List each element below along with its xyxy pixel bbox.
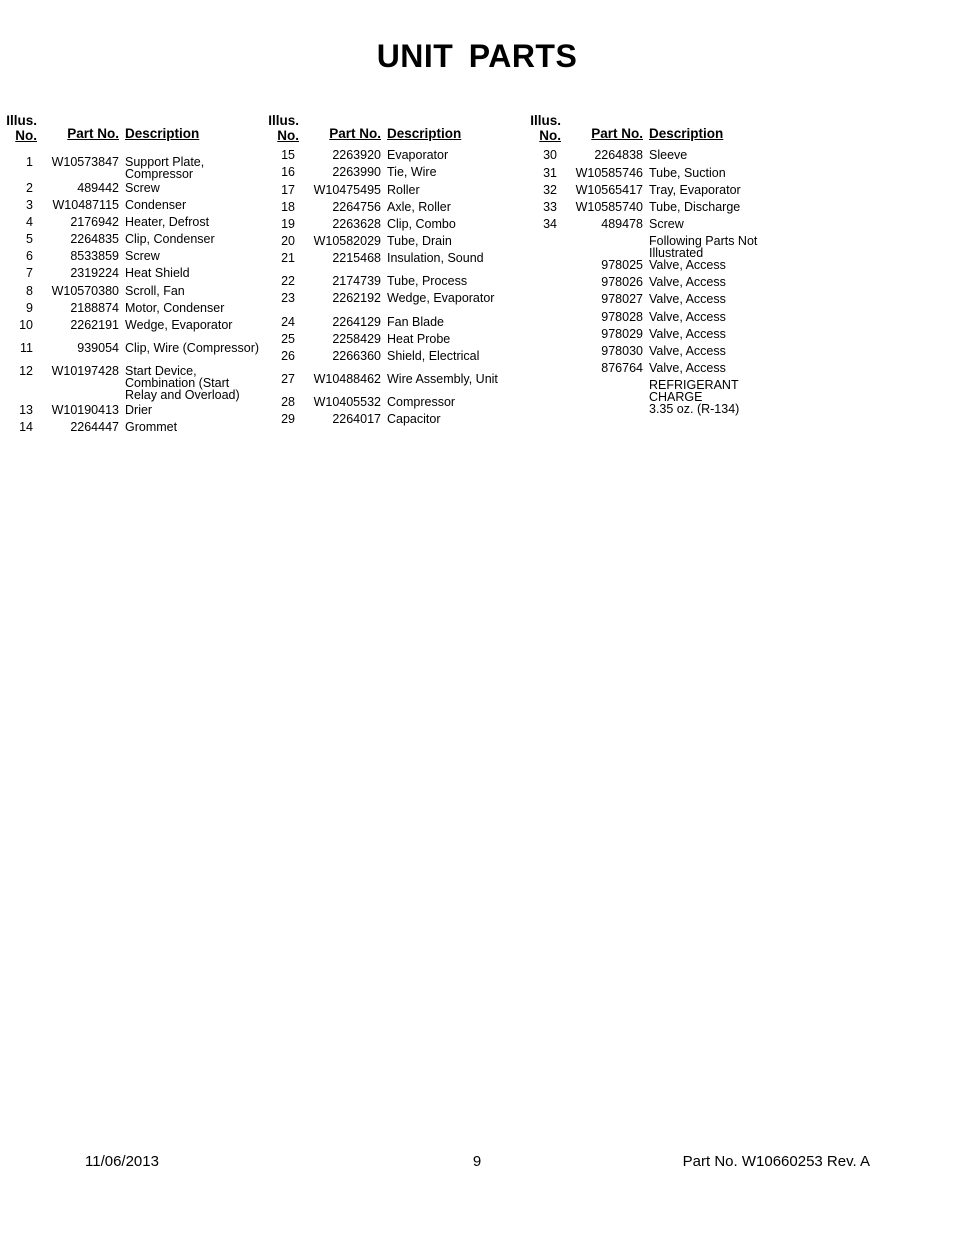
part-number: 2264835 (70, 232, 119, 246)
part-description: Tube, Drain (387, 234, 452, 248)
illus-number: 3 (26, 198, 33, 212)
part-description: Shield, Electrical (387, 349, 480, 363)
part-number: 2263628 (332, 217, 381, 231)
footer-date: 11/06/2013 (85, 1153, 159, 1170)
part-description: Following Parts Not Illustrated (649, 234, 758, 260)
part-description: Clip, Condenser (125, 232, 215, 246)
illus-number: 15 (281, 148, 295, 162)
illus-header-label: Illus. (268, 113, 299, 128)
part-description: Tie, Wire (387, 165, 437, 179)
part-number: W10573847 (51, 155, 119, 169)
part-description: Valve, Access (649, 258, 726, 272)
part-description: Valve, Access (649, 275, 726, 289)
part-number: 2263990 (332, 165, 381, 179)
column-header (1, 111, 261, 147)
part-number: 978030 (601, 344, 643, 358)
footer-part-number: Part No. W10660253 Rev. A (682, 1153, 870, 1170)
part-number: W10405532 (313, 395, 381, 409)
part-number: 2264447 (70, 420, 119, 434)
part-description: Support Plate, Compressor (125, 155, 205, 181)
part-number: 2174739 (332, 274, 381, 288)
column-header (263, 111, 523, 147)
part-number: 978027 (601, 292, 643, 306)
no-header-label: No. (277, 128, 299, 143)
part-number: 2264017 (332, 412, 381, 426)
part-description: Sleeve (649, 148, 688, 162)
part-no-header: Part No. (591, 126, 643, 141)
part-number: W10197428 (51, 364, 119, 378)
illus-number: 31 (543, 166, 557, 180)
part-number: 978029 (601, 327, 643, 341)
part-number: W10565417 (575, 183, 643, 197)
part-description: Fan Blade (387, 315, 444, 329)
illus-number: 29 (281, 412, 295, 426)
illus-number: 7 (26, 266, 33, 280)
description-header: Description (649, 126, 724, 141)
part-number: W10585740 (575, 200, 643, 214)
part-number: 2264838 (594, 148, 643, 162)
part-number: 2319224 (70, 266, 119, 280)
part-number: W10582029 (313, 234, 381, 248)
illus-no-header (530, 113, 561, 143)
illus-number: 32 (543, 183, 557, 197)
part-number: 489478 (601, 217, 643, 231)
illus-number: 22 (281, 274, 295, 288)
part-description: Heat Probe (387, 332, 451, 346)
illus-number: 14 (19, 420, 33, 434)
part-description: Compressor (387, 395, 456, 409)
illus-number: 5 (26, 232, 33, 246)
page-title: UNIT PARTS (376, 38, 578, 74)
part-number: W10475495 (313, 183, 381, 197)
part-number: 2263920 (332, 148, 381, 162)
part-description: Valve, Access (649, 344, 726, 358)
illus-number: 30 (543, 148, 557, 162)
part-number: 2266360 (332, 349, 381, 363)
part-description: Valve, Access (649, 361, 726, 375)
illus-number: 4 (26, 215, 33, 229)
part-description: Start Device, Combination (Start Relay and Overload) (125, 364, 240, 402)
part-description: Grommet (125, 420, 178, 434)
part-description: Tube, Suction (649, 166, 726, 180)
part-number: 2264129 (332, 315, 381, 329)
part-number: 2262192 (332, 291, 381, 305)
illus-number: 16 (281, 165, 295, 179)
part-number: 939054 (77, 341, 119, 355)
part-description: Axle, Roller (387, 200, 451, 214)
part-no-header: Part No. (67, 126, 119, 141)
part-number: 2176942 (70, 215, 119, 229)
part-number: 876764 (601, 361, 643, 375)
part-number: 8533859 (70, 249, 119, 263)
part-description: Roller (387, 183, 420, 197)
illus-number: 20 (281, 234, 295, 248)
part-description: Valve, Access (649, 310, 726, 324)
part-number: W10585746 (575, 166, 643, 180)
no-header-label: No. (539, 128, 561, 143)
part-description: Insulation, Sound (387, 251, 484, 265)
part-number: 978025 (601, 258, 643, 272)
part-number: 978026 (601, 275, 643, 289)
illus-number: 12 (19, 364, 33, 378)
illus-number: 21 (281, 251, 295, 265)
part-number: W10190413 (51, 403, 119, 417)
illus-number: 10 (19, 318, 33, 332)
part-description: Motor, Condenser (125, 301, 225, 315)
part-description: Clip, Wire (Compressor) (125, 341, 260, 355)
description-header: Description (387, 126, 462, 141)
part-description: Clip, Combo (387, 217, 456, 231)
part-number: 2264756 (332, 200, 381, 214)
part-number: W10488462 (313, 372, 381, 386)
part-description: Valve, Access (649, 327, 726, 341)
illus-number: 25 (281, 332, 295, 346)
part-description: Screw (125, 181, 160, 195)
part-number: W10487115 (52, 198, 119, 212)
no-header-label: No. (15, 128, 37, 143)
illus-no-header (268, 113, 299, 143)
illus-number: 23 (281, 291, 295, 305)
part-number: 2262191 (70, 318, 119, 332)
illus-number: 27 (281, 372, 295, 386)
illus-number: 1 (26, 155, 33, 169)
description-header: Description (125, 126, 200, 141)
part-description: Wedge, Evaporator (125, 318, 233, 332)
part-description: Heat Shield (125, 266, 190, 280)
footer-page-number: 9 (472, 1153, 482, 1170)
part-description: Screw (649, 217, 684, 231)
part-number: 978028 (601, 310, 643, 324)
part-description: Evaporator (387, 148, 449, 162)
part-description: Tube, Discharge (649, 200, 741, 214)
part-description: Screw (125, 249, 160, 263)
illus-header-label: Illus. (530, 113, 561, 128)
part-no-header: Part No. (329, 126, 381, 141)
illus-number: 33 (543, 200, 557, 214)
illus-number: 28 (281, 395, 295, 409)
illus-number: 19 (281, 217, 295, 231)
illus-number: 13 (19, 403, 33, 417)
illus-number: 11 (20, 341, 33, 355)
part-description: REFRIGERANT CHARGE 3.35 oz. (R-134) (649, 378, 740, 416)
illus-header-label: Illus. (6, 113, 37, 128)
illus-no-header (6, 113, 37, 143)
illus-number: 26 (281, 349, 295, 363)
part-description: Drier (125, 403, 153, 417)
part-number: 2188874 (70, 301, 119, 315)
illus-number: 9 (26, 301, 33, 315)
column-header (525, 111, 785, 147)
illus-number: 6 (26, 249, 33, 263)
part-number: 2258429 (332, 332, 381, 346)
illus-number: 34 (543, 217, 557, 231)
illus-number: 18 (281, 200, 295, 214)
illus-number: 17 (281, 183, 295, 197)
part-description: Valve, Access (649, 292, 726, 306)
illus-number: 2 (26, 181, 33, 195)
part-description: Condenser (125, 198, 187, 212)
part-description: Heater, Defrost (125, 215, 210, 229)
part-description: Capacitor (387, 412, 441, 426)
part-number: W10570380 (51, 284, 119, 298)
part-description: Tube, Process (387, 274, 468, 288)
part-description: Wedge, Evaporator (387, 291, 495, 305)
illus-number: 24 (281, 315, 295, 329)
illus-number: 8 (26, 284, 33, 298)
part-description: Tray, Evaporator (649, 183, 741, 197)
part-number: 2215468 (332, 251, 381, 265)
part-number: 489442 (77, 181, 119, 195)
part-description: Wire Assembly, Unit (387, 372, 498, 386)
part-description: Scroll, Fan (125, 284, 185, 298)
